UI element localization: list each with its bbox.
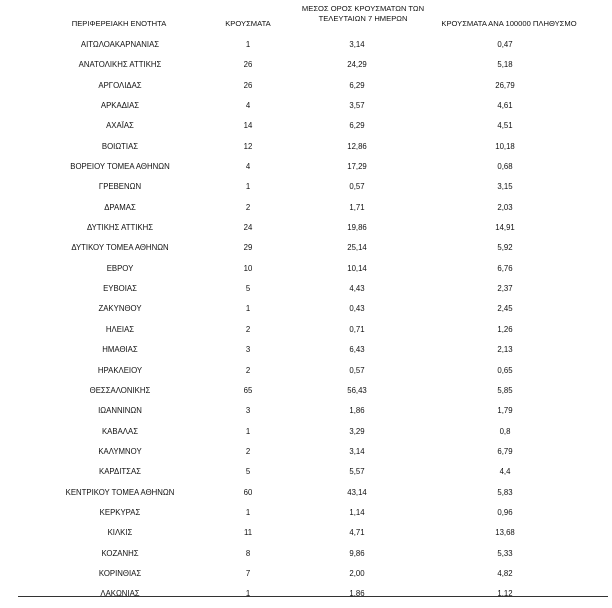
cell-avg7: 17,29 [347,162,367,172]
cell-region: ΚΟΡΙΝΘΙΑΣ [98,568,142,578]
table-row [0,180,612,200]
cell-cases: 1 [245,426,251,436]
cell-cases: 4 [245,162,251,172]
table-row [0,323,612,343]
cell-cases: 8 [245,548,251,558]
table-row [0,425,612,445]
cell-avg7: 0,71 [349,324,365,334]
table-header [0,0,612,34]
cell-avg7: 3,14 [349,40,365,49]
table-row [0,404,612,424]
table-row [0,99,612,119]
cell-per100k: 1,12 [497,589,513,599]
cell-region: ΑΝΑΤΟΛΙΚΗΣ ΑΤΤΙΚΗΣ [78,60,162,70]
cell-cases: 1 [245,304,251,314]
cell-region: ΔΡΑΜΑΣ [104,202,136,212]
cell-per100k: 5,83 [497,487,513,497]
cell-region: ΙΩΑΝΝΙΝΩΝ [98,406,142,416]
cell-avg7: 1,14 [349,507,365,517]
table-row [0,241,612,261]
cell-avg7: 3,14 [349,446,365,456]
cell-cases: 11 [243,528,253,538]
cell-avg7: 43,14 [347,487,367,497]
cell-avg7: 5,57 [349,467,365,477]
table-row [0,160,612,180]
table-body [0,38,612,608]
cell-per100k: 10,18 [495,141,515,151]
cell-cases: 3 [245,406,251,416]
header-cases: ΚΡΟΥΣΜΑΤΑ [225,19,271,28]
cell-cases: 12 [243,141,253,151]
cell-cases: 65 [243,385,253,395]
cell-avg7: 19,86 [347,223,367,233]
cell-cases: 2 [245,446,251,456]
table-row [0,38,612,58]
cell-cases: 1 [245,589,251,599]
cell-region: ΑΡΓΟΛΙΔΑΣ [98,80,142,90]
cell-avg7: 12,86 [347,141,367,151]
cell-per100k: 2,45 [497,304,513,314]
cell-avg7: 24,29 [347,60,367,70]
cell-avg7: 10,14 [347,263,367,273]
cell-cases: 60 [243,487,253,497]
table-row [0,465,612,485]
cell-avg7: 6,29 [349,80,365,90]
cell-per100k: 14,91 [495,223,515,233]
cell-cases: 29 [243,243,253,253]
table-row [0,526,612,546]
cell-avg7: 4,43 [349,284,365,294]
cell-cases: 4 [245,101,251,111]
cell-per100k: 6,76 [497,263,513,273]
cell-region: ΚΕΡΚΥΡΑΣ [99,507,141,517]
cell-per100k: 2,37 [497,284,513,294]
cell-per100k: 4,61 [497,101,513,111]
cell-per100k: 4,82 [497,568,513,578]
cell-per100k: 13,68 [495,528,515,538]
cell-avg7: 3,57 [349,101,365,111]
cell-cases: 10 [243,263,253,273]
cell-per100k: 0,65 [497,365,513,375]
table-row [0,119,612,139]
cell-avg7: 6,29 [349,121,365,131]
cell-avg7: 9,86 [349,548,365,558]
cell-per100k: 4,51 [497,121,513,131]
cell-per100k: 1,79 [497,406,513,416]
cell-region: ΒΟΙΩΤΙΑΣ [101,141,139,151]
table-row [0,221,612,241]
cell-cases: 1 [245,182,251,192]
cell-avg7: 3,29 [349,426,365,436]
cell-region: ΚΑΛΥΜΝΟΥ [98,446,142,456]
cell-cases: 5 [245,467,251,477]
cell-per100k: 5,92 [497,243,513,253]
table-row [0,282,612,302]
table-row [0,384,612,404]
cell-per100k: 26,79 [495,80,515,90]
cell-cases: 24 [243,223,253,233]
cell-per100k: 0,68 [497,162,513,172]
cell-avg7: 0,43 [349,304,365,314]
cell-region: ΗΜΑΘΙΑΣ [102,345,138,355]
table-row [0,262,612,282]
cell-per100k: 5,85 [497,385,513,395]
cell-region: ΚΑΡΔΙΤΣΑΣ [99,467,141,477]
cell-region: ΚΕΝΤΡΙΚΟΥ ΤΟΜΕΑ ΑΘΗΝΩΝ [65,487,175,497]
cell-per100k: 5,33 [497,548,513,558]
cell-region: ΖΑΚΥΝΘΟΥ [98,304,142,314]
cell-cases: 2 [245,324,251,334]
cell-per100k: 6,79 [497,446,513,456]
table-row [0,201,612,221]
cell-region: ΘΕΣΣΑΛΟΝΙΚΗΣ [89,385,151,395]
cell-per100k: 5,18 [497,60,513,70]
cell-cases: 2 [245,365,251,375]
table-row [0,79,612,99]
cell-region: ΓΡΕΒΕΝΩΝ [98,182,142,192]
cell-cases: 1 [245,40,251,49]
table-row [0,58,612,78]
cell-cases: 3 [245,345,251,355]
cell-cases: 26 [243,60,253,70]
cell-per100k: 3,15 [497,182,513,192]
cell-avg7: 0,57 [349,182,365,192]
cell-avg7: 1,86 [349,589,365,599]
cell-per100k: 0,96 [497,507,513,517]
header-region: ΠΕΡΙΦΕΡΕΙΑΚΗ ΕΝΟΤΗΤΑ [71,19,167,28]
cell-cases: 26 [243,80,253,90]
cell-region: ΒΟΡΕΙΟΥ ΤΟΜΕΑ ΑΘΗΝΩΝ [70,162,170,172]
table-row [0,445,612,465]
cell-per100k: 1,26 [497,324,513,334]
cell-cases: 2 [245,202,251,212]
cell-avg7: 56,43 [347,385,367,395]
cell-region: ΗΛΕΙΑΣ [105,324,135,334]
header-avg7: ΜΕΣΟΣ ΟΡΟΣ ΚΡΟΥΣΜΑΤΩΝ ΤΩΝ ΤΕΛΕΥΤΑΙΩΝ 7 ΗΜΕΡΩΝ [301,4,425,23]
cell-avg7: 1,86 [349,406,365,416]
cell-cases: 14 [243,121,253,131]
table-row [0,302,612,322]
header-per100k: ΚΡΟΥΣΜΑΤΑ ΑΝΑ 100000 ΠΛΗΘΥΣΜΟ [441,19,577,28]
cell-avg7: 6,43 [349,345,365,355]
cell-avg7: 4,71 [349,528,365,538]
cell-region: ΛΑΚΩΝΙΑΣ [100,589,140,599]
cell-avg7: 2,00 [349,568,365,578]
cell-region: ΑΙΤΩΛΟΑΚΑΡΝΑΝΙΑΣ [80,40,160,49]
table-row [0,567,612,587]
table-row [0,486,612,506]
cell-region: ΚΟΖΑΝΗΣ [101,548,139,558]
table-row [0,343,612,363]
cell-per100k: 0,8 [499,426,511,436]
cell-avg7: 0,57 [349,365,365,375]
cell-region: ΚΑΒΑΛΑΣ [101,426,139,436]
cell-per100k: 2,13 [497,345,513,355]
cell-region: ΚΙΛΚΙΣ [107,528,133,538]
cell-cases: 5 [245,284,251,294]
cell-avg7: 1,71 [349,202,365,212]
cell-per100k: 4,4 [499,467,511,477]
cell-per100k: 0,47 [497,40,513,49]
cell-region: ΕΒΡΟΥ [106,263,134,273]
bottom-rule [18,596,608,597]
cell-region: ΗΡΑΚΛΕΙΟΥ [97,365,143,375]
cell-per100k: 2,03 [497,202,513,212]
table-row [0,364,612,384]
cell-avg7: 25,14 [347,243,367,253]
cell-cases: 7 [245,568,251,578]
table-row [0,506,612,526]
cell-region: ΑΧΑΪΑΣ [106,121,134,131]
cell-region: ΕΥΒΟΙΑΣ [103,284,137,294]
cell-cases: 1 [245,507,251,517]
table-row [0,547,612,567]
cell-region: ΔΥΤΙΚΗΣ ΑΤΤΙΚΗΣ [86,223,154,233]
table-row [0,140,612,160]
cell-region: ΑΡΚΑΔΙΑΣ [100,101,140,111]
cell-region: ΔΥΤΙΚΟΥ ΤΟΜΕΑ ΑΘΗΝΩΝ [71,243,169,253]
